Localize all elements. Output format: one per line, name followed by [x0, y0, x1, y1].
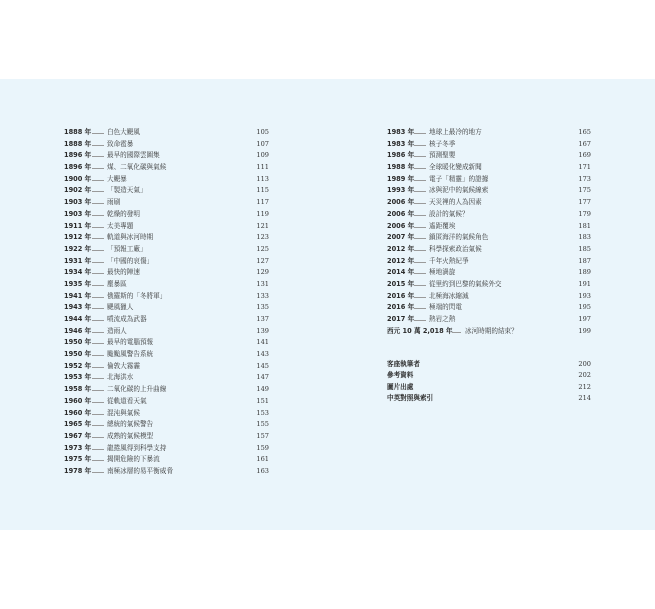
entry-title: 太美專題	[107, 221, 134, 230]
entry-page-number: 151	[256, 396, 269, 405]
entry-leader-line	[414, 297, 426, 298]
entry-page-number: 127	[256, 256, 269, 265]
entry-leader-line	[92, 250, 104, 251]
entry-year: 1983 年	[387, 139, 415, 148]
entry-title: 極地渦旋	[429, 268, 456, 277]
toc-entry	[64, 174, 269, 186]
entry-leader-line	[92, 402, 104, 403]
entry-leader-line	[414, 168, 426, 169]
entry-title: 電子「精靈」的證據	[429, 174, 489, 183]
entry-page-number: 177	[578, 198, 591, 207]
toc-entry	[387, 150, 591, 162]
entry-year: 1903 年	[64, 198, 92, 207]
toc-entry	[64, 139, 269, 151]
entry-year: 1978 年	[64, 466, 92, 475]
entry-title: 造雨人	[107, 326, 127, 335]
entry-page-number: 165	[578, 128, 591, 136]
entry-year: 1953 年	[64, 373, 92, 382]
appendix-page-number: 200	[578, 360, 591, 368]
entry-leader-line	[92, 332, 104, 333]
entry-leader-line	[414, 320, 426, 321]
entry-title: 從里約到巴黎的氣候外交	[429, 279, 502, 288]
appendix-label: 圖片出處	[387, 382, 414, 391]
entry-page-number: 197	[578, 315, 591, 323]
toc-entry	[64, 314, 269, 326]
entry-year: 1912 年	[64, 233, 92, 242]
entry-year: 1896 年	[64, 151, 92, 160]
appendix-entry	[387, 382, 591, 393]
entry-leader-line	[414, 285, 426, 286]
toc-entry	[387, 232, 591, 244]
entry-page-number: 113	[256, 174, 269, 183]
entry-page-number: 117	[256, 198, 269, 207]
entry-page-number: 141	[256, 338, 269, 347]
entry-title: 俄羅斯的「冬將軍」	[107, 291, 167, 300]
entry-leader-line	[92, 191, 104, 192]
entry-title: 颶風獵人	[107, 303, 134, 312]
toc-entry	[64, 162, 269, 174]
entry-year: 1888 年	[64, 128, 92, 136]
entry-year: 2015 年	[387, 279, 415, 288]
entry-year: 2014 年	[387, 268, 415, 277]
entry-title: 二氧化碳的上升曲線	[107, 385, 167, 394]
toc-entry	[64, 396, 269, 408]
entry-leader-line	[92, 168, 104, 169]
entry-page-number: 155	[256, 420, 269, 429]
entry-page-number: 115	[256, 186, 269, 195]
entry-year: 2016 年	[387, 291, 415, 300]
toc-entry	[64, 279, 269, 291]
entry-year: 2012 年	[387, 244, 415, 253]
entry-title: 噴流成為武器	[107, 315, 147, 323]
entry-year: 西元 10 萬 2,018 年	[387, 326, 453, 335]
toc-entry	[387, 209, 591, 221]
entry-page-number: 109	[256, 151, 269, 160]
entry-year: 1922 年	[64, 244, 92, 253]
entry-year: 1993 年	[387, 186, 415, 195]
entry-leader-line	[92, 472, 104, 473]
toc-entry	[387, 267, 591, 279]
appendix-entry	[387, 370, 591, 381]
entry-page-number: 125	[256, 244, 269, 253]
entry-page-number: 121	[256, 221, 269, 230]
entry-leader-line	[414, 203, 426, 204]
entry-title: 北海洪水	[107, 373, 134, 382]
entry-title: 鎖匿海洋的氣候角色	[429, 233, 489, 242]
entry-leader-line	[414, 156, 426, 157]
entry-title: 設計的氣候？	[429, 209, 469, 218]
entry-year: 1952 年	[64, 361, 92, 370]
entry-page-number: 111	[256, 163, 269, 172]
entry-leader-line	[92, 238, 104, 239]
entry-title: 最早的電腦預報	[107, 338, 154, 347]
toc-entry	[64, 127, 269, 139]
entry-year: 1943 年	[64, 303, 92, 312]
toc-entry	[64, 466, 269, 478]
toc-entry	[387, 256, 591, 268]
entry-year: 1896 年	[64, 163, 92, 172]
entry-page-number: 179	[578, 209, 591, 218]
entry-title: 最早的國際雲圖集	[107, 151, 160, 160]
entry-title: 地球上最冷的地方	[429, 128, 482, 136]
entry-title: 混沌與氣候	[107, 408, 140, 417]
entry-leader-line	[414, 133, 426, 134]
entry-page-number: 189	[578, 268, 591, 277]
entry-title: 軌道與冰河時期	[107, 233, 154, 242]
toc-entry	[64, 150, 269, 162]
appendix-page-number: 214	[578, 393, 591, 402]
entry-year: 1934 年	[64, 268, 92, 277]
toc-entry	[387, 139, 591, 151]
entry-page-number: 107	[256, 139, 269, 148]
entry-leader-line	[414, 250, 426, 251]
entry-leader-line	[414, 215, 426, 216]
entry-title: 預測聖嬰	[429, 151, 456, 160]
book-page-spread	[0, 79, 655, 530]
entry-leader-line	[92, 460, 104, 461]
entry-year: 2006 年	[387, 198, 415, 207]
entry-year: 2017 年	[387, 315, 415, 323]
entry-title: 雨刷	[107, 198, 121, 207]
entry-leader-line	[414, 180, 426, 181]
entry-leader-line	[92, 308, 104, 309]
entry-year: 1931 年	[64, 256, 92, 265]
entry-year: 1973 年	[64, 443, 92, 452]
entry-page-number: 195	[578, 303, 591, 312]
entry-title: 白色大颶風	[107, 128, 140, 136]
toc-entry	[387, 326, 591, 338]
entry-title: 科學探索政治氣候	[429, 244, 482, 253]
toc-entry	[387, 314, 591, 326]
entry-page-number: 135	[256, 303, 269, 312]
entry-year: 1950 年	[64, 350, 92, 359]
toc-entry	[64, 197, 269, 209]
entry-leader-line	[452, 332, 461, 333]
entry-year: 1958 年	[64, 385, 92, 394]
toc-entry	[387, 162, 591, 174]
toc-entry	[64, 291, 269, 303]
entry-page-number: 187	[578, 256, 591, 265]
entry-year: 1911 年	[64, 221, 92, 230]
entry-year: 1888 年	[64, 139, 92, 148]
entry-page-number: 175	[578, 186, 591, 195]
toc-entry	[64, 221, 269, 233]
entry-leader-line	[92, 390, 104, 391]
toc-entry	[64, 209, 269, 221]
entry-title: 全球暖化變成新聞	[429, 163, 482, 172]
entry-year: 1967 年	[64, 431, 92, 440]
entry-title: 致命雹暴	[107, 139, 134, 148]
entry-leader-line	[92, 297, 104, 298]
toc-right-column	[387, 127, 591, 337]
toc-entry	[64, 302, 269, 314]
appendix-label: 中英對照與索引	[387, 393, 434, 402]
toc-entry	[64, 185, 269, 197]
toc-left-column	[64, 127, 269, 478]
entry-leader-line	[92, 203, 104, 204]
entry-page-number: 149	[256, 385, 269, 394]
appendix-page-number: 212	[578, 382, 591, 391]
entry-year: 1903 年	[64, 209, 92, 218]
toc-entry	[387, 221, 591, 233]
entry-year: 1983 年	[387, 128, 415, 136]
toc-entry	[64, 267, 269, 279]
entry-page-number: 181	[578, 221, 591, 230]
toc-entry	[64, 454, 269, 466]
entry-year: 2006 年	[387, 209, 415, 218]
entry-title: 北極海冰縮減	[429, 291, 469, 300]
entry-year: 1935 年	[64, 279, 92, 288]
entry-leader-line	[92, 414, 104, 415]
toc-entry	[64, 232, 269, 244]
entry-leader-line	[92, 180, 104, 181]
entry-leader-line	[92, 425, 104, 426]
toc-entry	[387, 185, 591, 197]
entry-year: 2016 年	[387, 303, 415, 312]
entry-page-number: 131	[256, 279, 269, 288]
appendix-label: 客座執筆者	[387, 360, 420, 368]
toc-entry	[64, 372, 269, 384]
entry-page-number: 193	[578, 291, 591, 300]
entry-page-number: 145	[256, 361, 269, 370]
entry-page-number: 129	[256, 268, 269, 277]
entry-title: 乾燥的發明	[107, 209, 140, 218]
entry-leader-line	[92, 262, 104, 263]
entry-leader-line	[92, 343, 104, 344]
entry-year: 2006 年	[387, 221, 415, 230]
entry-year: 1950 年	[64, 338, 92, 347]
toc-entry	[64, 326, 269, 338]
entry-title: 從軌道看天氣	[107, 396, 147, 405]
entry-leader-line	[414, 262, 426, 263]
entry-leader-line	[92, 285, 104, 286]
entry-leader-line	[92, 437, 104, 438]
entry-leader-line	[414, 273, 426, 274]
entry-year: 1988 年	[387, 163, 415, 172]
entry-leader-line	[92, 156, 104, 157]
entry-year: 1946 年	[64, 326, 92, 335]
entry-title: 熱岩之熱	[429, 315, 456, 323]
entry-page-number: 163	[256, 466, 269, 475]
entry-page-number: 105	[256, 128, 269, 136]
entry-title: 千年火熱紀爭	[429, 256, 469, 265]
entry-page-number: 137	[256, 315, 269, 323]
toc-entry	[64, 443, 269, 455]
entry-page-number: 199	[578, 326, 591, 335]
entry-title: 南極冰層的易平衡威脅	[107, 466, 173, 475]
entry-page-number: 173	[578, 174, 591, 183]
entry-leader-line	[92, 378, 104, 379]
entry-year: 1965 年	[64, 420, 92, 429]
toc-entry	[387, 279, 591, 291]
entry-title: 颱颱風警告系統	[107, 350, 154, 359]
entry-leader-line	[414, 238, 426, 239]
entry-title: 「預報工廠」	[107, 244, 147, 253]
entry-title: 龍捲風得到科學支持	[107, 443, 167, 452]
entry-leader-line	[92, 449, 104, 450]
entry-title: 倫敦大霧霾	[107, 361, 140, 370]
toc-entry	[387, 197, 591, 209]
entry-leader-line	[414, 227, 426, 228]
entry-page-number: 157	[256, 431, 269, 440]
entry-page-number: 133	[256, 291, 269, 300]
toc-entry	[387, 291, 591, 303]
toc-entry	[64, 361, 269, 373]
entry-page-number: 185	[578, 244, 591, 253]
entry-title: 冰與泥中的氣候線索	[429, 186, 489, 195]
entry-page-number: 191	[578, 279, 591, 288]
entry-year: 1960 年	[64, 408, 92, 417]
entry-year: 1989 年	[387, 174, 415, 183]
entry-year: 1902 年	[64, 186, 92, 195]
entry-leader-line	[414, 145, 426, 146]
entry-leader-line	[414, 308, 426, 309]
entry-page-number: 171	[578, 163, 591, 172]
entry-leader-line	[92, 215, 104, 216]
entry-title: 總統的氣候警告	[107, 420, 154, 429]
entry-year: 2012 年	[387, 256, 415, 265]
entry-title: 核子冬季	[429, 139, 456, 148]
entry-page-number: 143	[256, 350, 269, 359]
entry-title: 煤、二氧化碳與氣候	[107, 163, 167, 172]
entry-page-number: 123	[256, 233, 269, 242]
appendix-label: 參考資料	[387, 371, 414, 380]
appendix-entry	[387, 359, 591, 370]
entry-page-number: 147	[256, 373, 269, 382]
toc-entry	[64, 384, 269, 396]
appendix-page-number: 202	[578, 371, 591, 380]
entry-title: 「中國的哀傷」	[107, 256, 154, 265]
toc-appendix	[387, 359, 591, 404]
toc-entry	[64, 244, 269, 256]
toc-entry	[64, 431, 269, 443]
entry-page-number: 159	[256, 443, 269, 452]
entry-page-number: 183	[578, 233, 591, 242]
toc-entry	[387, 174, 591, 186]
entry-year: 1900 年	[64, 174, 92, 183]
entry-page-number: 139	[256, 326, 269, 335]
toc-entry	[387, 127, 591, 139]
entry-page-number: 153	[256, 408, 269, 417]
entry-title: 最快的陣速	[107, 268, 140, 277]
entry-page-number: 169	[578, 151, 591, 160]
toc-entry	[64, 349, 269, 361]
entry-year: 1941 年	[64, 291, 92, 300]
entry-title: 大颶暴	[107, 174, 127, 183]
entry-title: 塵暴區	[107, 279, 127, 288]
toc-entry	[387, 244, 591, 256]
entry-leader-line	[92, 273, 104, 274]
entry-leader-line	[92, 367, 104, 368]
entry-page-number: 119	[256, 209, 269, 218]
entry-page-number: 167	[578, 139, 591, 148]
entry-leader-line	[92, 355, 104, 356]
entry-year: 2007 年	[387, 233, 415, 242]
entry-year: 1944 年	[64, 315, 92, 323]
entry-leader-line	[92, 133, 104, 134]
entry-leader-line	[92, 227, 104, 228]
toc-entry	[387, 302, 591, 314]
entry-title: 冰河時期的結束？	[465, 326, 518, 335]
entry-leader-line	[414, 191, 426, 192]
entry-title: 天災裡的人為因素	[429, 198, 482, 207]
entry-page-number: 161	[256, 455, 269, 464]
entry-year: 1960 年	[64, 396, 92, 405]
entry-title: 成熟的氣候模型	[107, 431, 154, 440]
entry-leader-line	[92, 145, 104, 146]
entry-title: 「製造天氣」	[107, 186, 147, 195]
entry-leader-line	[92, 320, 104, 321]
toc-entry	[64, 256, 269, 268]
toc-entry	[64, 419, 269, 431]
entry-title: 遙距覆埃	[429, 221, 456, 230]
toc-entry	[64, 408, 269, 420]
entry-title: 極端的閃電	[429, 303, 462, 312]
appendix-entry	[387, 393, 591, 404]
entry-year: 1975 年	[64, 455, 92, 464]
entry-year: 1986 年	[387, 151, 415, 160]
toc-entry	[64, 337, 269, 349]
entry-title: 揭開危險的下暴流	[107, 455, 160, 464]
